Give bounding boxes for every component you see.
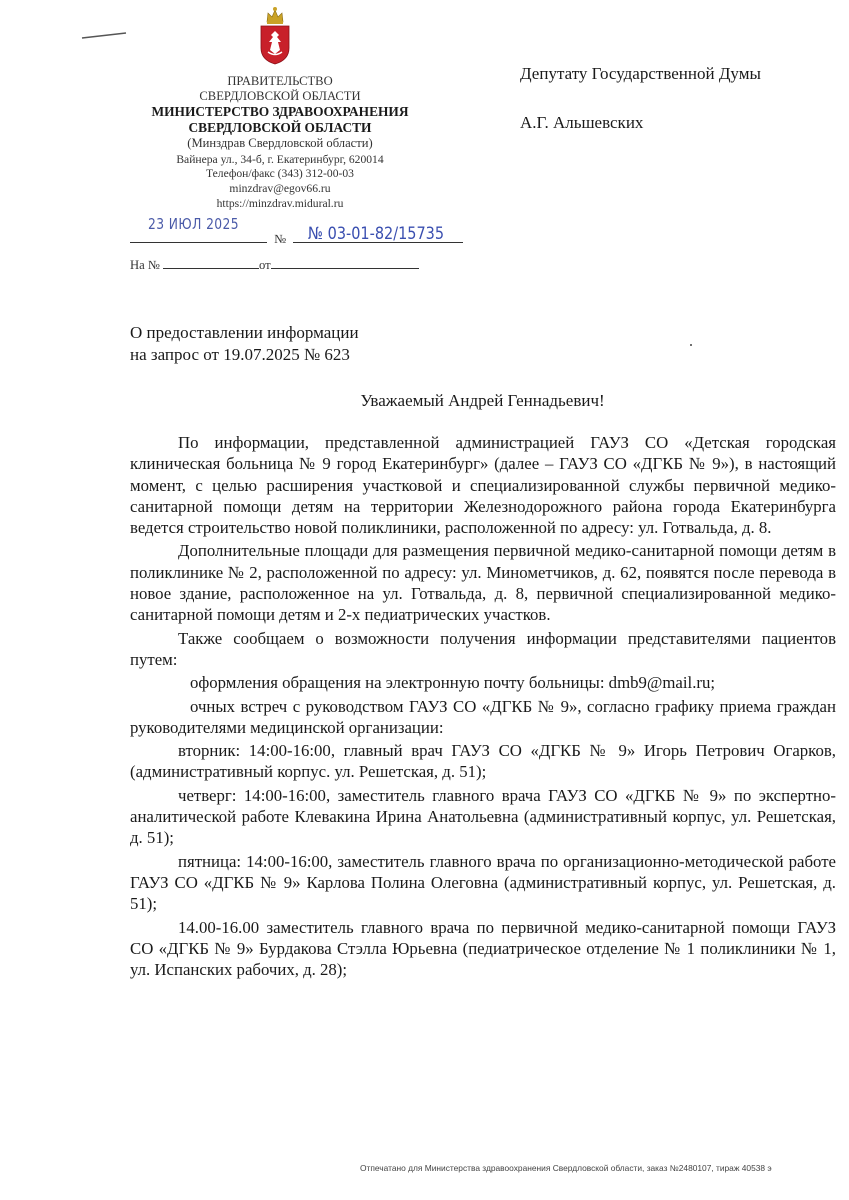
paragraph-friday: пятница: 14:00-16:00, заместитель главного врача по организационно-методической работе ГАУЗ СО «ДГКБ № 9» Карлова Полина Олеговна (административный корпус, ул. Решетская, д. 51); <box>130 851 836 914</box>
date-underline <box>130 230 267 243</box>
letterhead <box>130 74 430 212</box>
paragraph-meetings: очных встреч с руководством ГАУЗ СО «ДГКБ № 9», согласно графику приема граждан руководителями медицинской организации: <box>130 696 836 737</box>
paragraph-information-ways: Также сообщаем о возможности получения информации представителями пациентов путем: <box>130 628 836 669</box>
reference-date-label: от <box>259 258 271 272</box>
reference-number-underline <box>163 256 259 269</box>
ministry-address: Вайнера ул., 34-б, г. Екатеринбург, 620014 <box>176 152 384 166</box>
date-stamp: 23 ИЮЛ 2025 <box>148 215 240 233</box>
print-footer: Отпечатано для Министерства здравоохранения Свердловской области, заказ №2480107, тираж 40538 э <box>360 1163 772 1173</box>
reference-line <box>130 256 419 273</box>
oblast-line: СВЕРДЛОВСКОЙ ОБЛАСТИ <box>199 89 361 104</box>
paragraph-email-appeal: оформления обращения на электронную почту больницы: dmb9@mail.ru; <box>190 673 716 693</box>
ministry-line: МИНИСТЕРСТВО ЗДРАВООХРАНЕНИЯ <box>151 104 409 120</box>
subject-line-2: на запрос от 19.07.2025 № 623 <box>130 345 350 364</box>
reference-number-label: На № <box>130 258 160 272</box>
speck <box>690 344 692 346</box>
registration-number: № 03-01-82/15735 <box>308 224 445 244</box>
ministry-website: https://minzdrav.midural.ru <box>216 197 344 210</box>
letter-body <box>130 432 836 982</box>
reference-date-underline <box>271 256 419 269</box>
paragraph-construction: По информации, представленной администрацией ГАУЗ СО «Детская городская клиническая больница № 9 город Екатеринбург» (далее – ГАУЗ СО «ДГКБ № 9»), в настоящий момент, с целью расширения участковой и специализированной службы первичной медико-санитарной помощи детям на территории Железнодорожного района города Екатеринбурга ведется строительство новой поликлиники, расположенной по адресу: ул. Готвальда, д. 8. <box>130 433 836 538</box>
coat-of-arms-icon <box>258 4 292 66</box>
addressee-title: Депутату Государственной Думы <box>520 64 761 83</box>
ministry-phone: Телефон/факс (343) 312-00-03 <box>206 167 354 181</box>
paragraph-additional-space: Дополнительные площади для размещения первичной медико-санитарной помощи детям в поликлинике № 2, расположенной по адресу: ул. Минометчиков, д. 62, появятся после перевода в новое здание, расположенное на ул. Готвальда, д. 8, первичной специализированной медико-санитарной помощи детям и 2-х педиатрических участков. <box>130 541 836 625</box>
number-sign: № <box>274 232 287 246</box>
addressee-name: А.Г. Альшевских <box>520 113 644 132</box>
subject-line-1: О предоставлении информации <box>130 323 359 342</box>
ministry-email: minzdrav@egov66.ru <box>229 182 331 196</box>
paragraph-pediatric-deputy: 14.00-16.00 заместитель главного врача по первичной медико-санитарной помощи ГАУЗ СО «ДГКБ № 9» Бурдакова Стэлла Юрьевна (педиатрическое отделение № 1 поликлиники № 1, ул. Испанских рабочих, д. 28); <box>130 917 836 980</box>
government-line: ПРАВИТЕЛЬСТВО <box>227 74 333 88</box>
greeting: Уважаемый Андрей Геннадьевич! <box>360 391 605 410</box>
paragraph-thursday: четверг: 14:00-16:00, заместитель главного врача ГАУЗ СО «ДГКБ № 9» по экспертно-аналитической работе Клевакина Ирина Анатольевна (административный корпус, ул. Решетская, д. 51); <box>130 785 836 848</box>
ministry-short-name: (Минздрав Свердловской области) <box>187 135 373 150</box>
pen-mark <box>80 30 128 40</box>
ministry-oblast-line: СВЕРДЛОВСКОЙ ОБЛАСТИ <box>188 119 372 135</box>
paragraph-tuesday: вторник: 14:00-16:00, главный врач ГАУЗ СО «ДГКБ № 9» Игорь Петрович Огарков, (административный корпус. ул. Решетская, д. 51); <box>130 741 836 782</box>
subject <box>130 322 359 366</box>
